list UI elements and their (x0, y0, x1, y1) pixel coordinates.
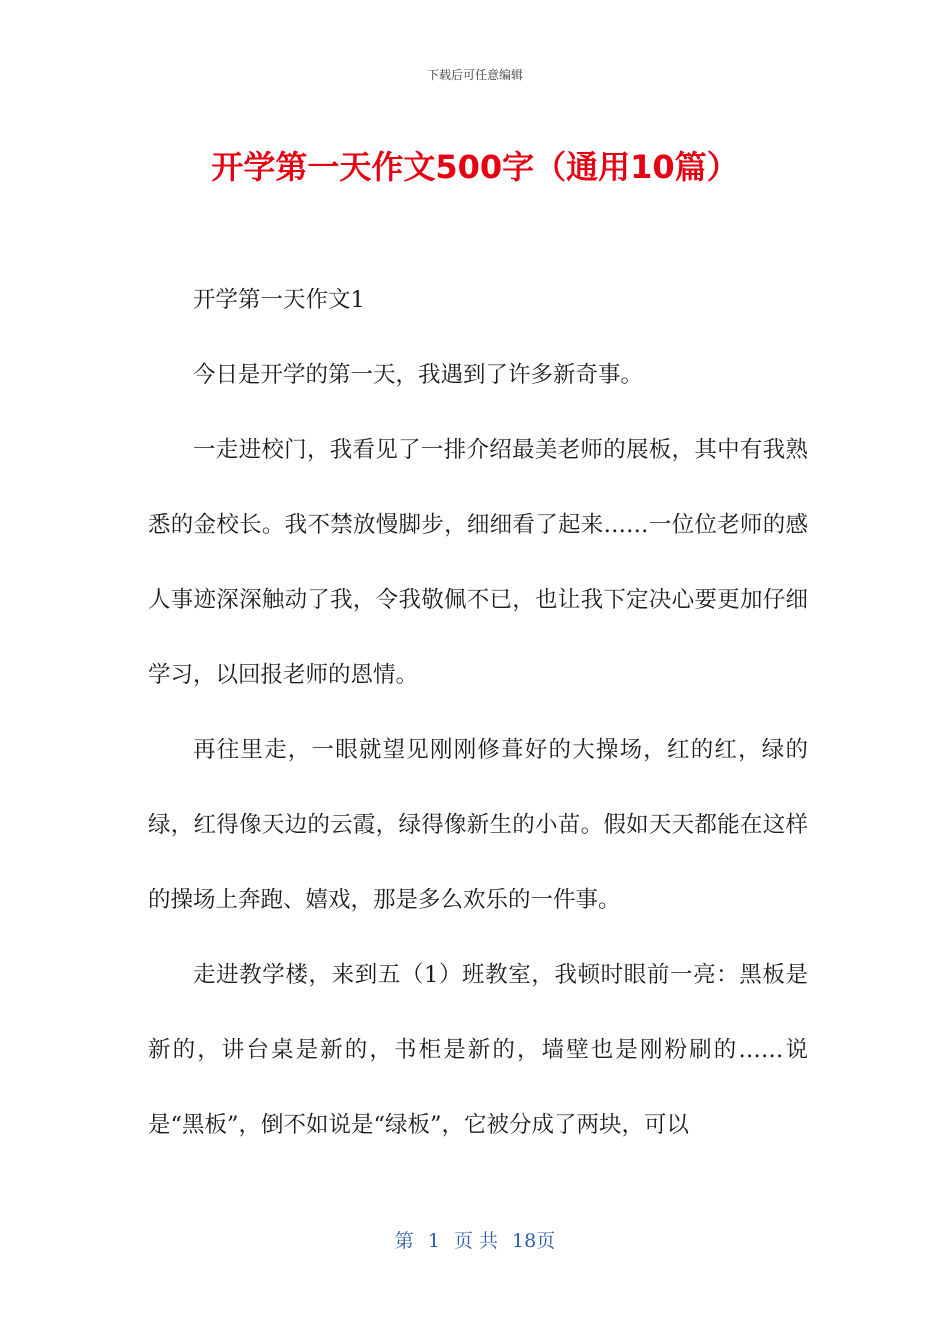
footer-total-pages: 18页 (512, 1230, 556, 1252)
section-heading: 开学第一天作文1 (193, 287, 365, 313)
footer-current-page: 1 (427, 1230, 440, 1252)
footer-label-of: 页 共 (453, 1230, 498, 1252)
document-title: 开学第一天作文500字（通用10篇） (211, 148, 739, 186)
paragraph-1: 今日是开学的第一天，我遇到了许多新奇事。 (193, 362, 644, 388)
paragraph-4: 走进教学楼，来到五（1）班教室，我顿时眼前一亮：黑板是新的，讲台桌是新的，书柜是新的，墙壁也是刚粉刷的……说是“黑板”，倒不如说是“绿板”，它被分成了两块，可以 (148, 962, 808, 1138)
paragraph-2: 一走进校门，我看见了一排介绍最美老师的展板，其中有我熟悉的金校长。我不禁放慢脚步，细细看了起来……一位位老师的感人事迹深深触动了我，令我敬佩不已，也让我下定决心要更加仔细学习，以回报老师的恩情。 (148, 437, 808, 688)
paragraph-3: 再往里走，一眼就望见刚刚修葺好的大操场，红的红，绿的绿，红得像天边的云霞，绿得像新生的小苗。假如天天都能在这样的操场上奔跑、嬉戏，那是多么欢乐的一件事。 (148, 737, 808, 913)
page-footer (0, 1226, 950, 1253)
document-body (148, 263, 808, 1163)
footer-label-page: 第 (394, 1230, 414, 1252)
page-header-note: 下载后可任意编辑 (426, 68, 523, 82)
